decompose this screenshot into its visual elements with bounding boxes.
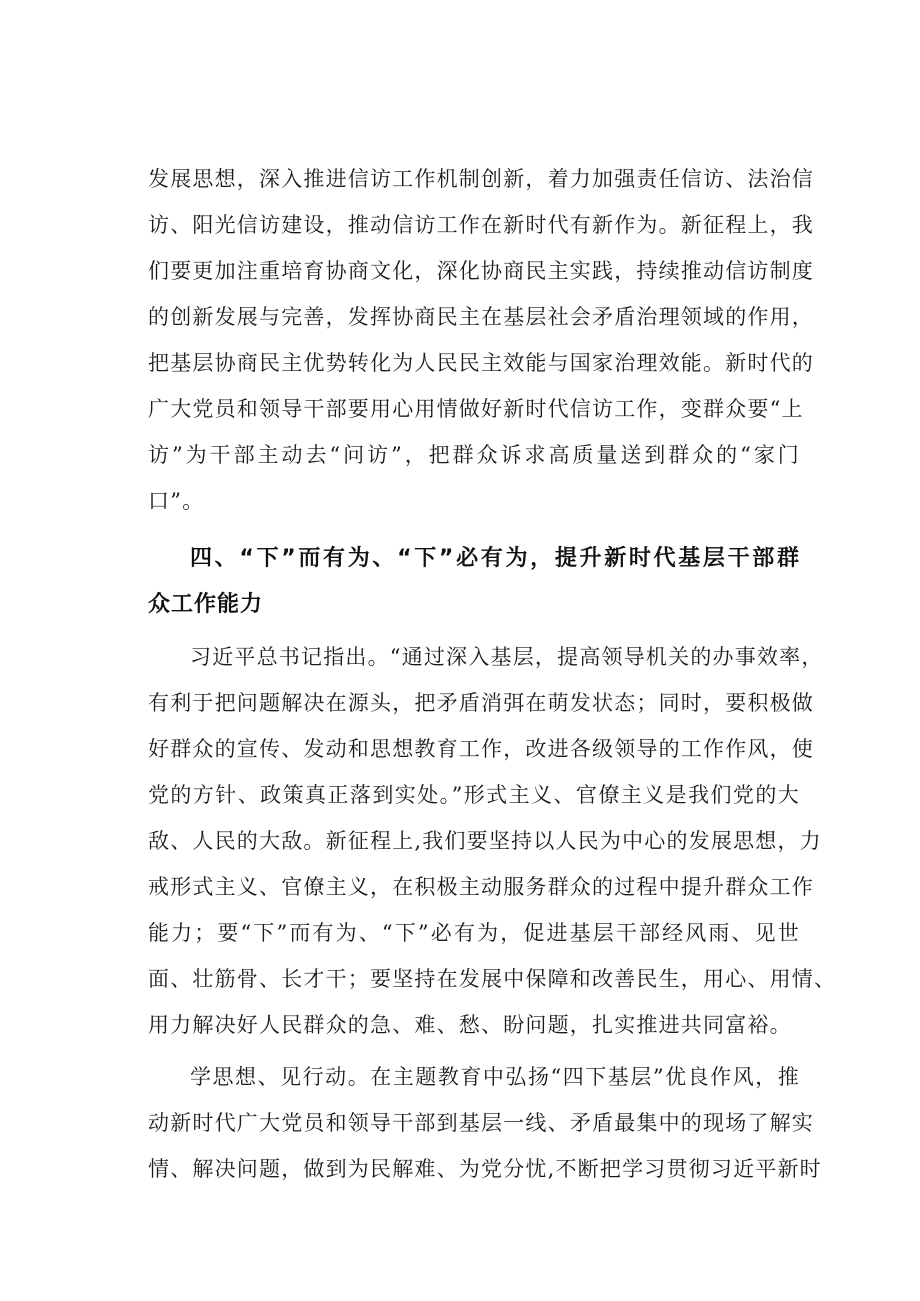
text-line: 访、阳光信访建设，推动信访工作在新时代有新作为。新征程上，我 <box>148 213 814 237</box>
text-line: 用力解决好人民群众的急、难、愁、盼问题，扎实推进共同富裕。 <box>148 1013 792 1037</box>
text-line: 把基层协商民主优势转化为人民民主效能与国家治理效能。新时代的 <box>148 351 814 375</box>
text-line: 广大党员和领导干部要用心用情做好新时代信访工作，变群众要“上 <box>148 397 804 421</box>
text-line: 动新时代广大党员和领导干部到基层一线、矛盾最集中的现场了解实 <box>148 1111 814 1135</box>
section-heading <box>148 536 800 628</box>
text-line: 情、解决问题，做到为民解难、为党分忧,不断把学习贯彻习近平新时 <box>148 1157 822 1181</box>
spacer <box>148 524 800 536</box>
text-line: 能力；要“下”而有为、“下”必有为，促进基层干部经风雨、见世 <box>148 921 800 945</box>
text-line: 党的方针、政策真正落到实处。”形式主义、官僚主义是我们党的大 <box>148 783 800 807</box>
paragraph-3 <box>148 1054 822 1192</box>
text-line: 敌、人民的大敌。新征程上,我们要坚持以人民为中心的发展思想，力 <box>148 829 822 853</box>
text-line: 面、壮筋骨、长才干；要坚持在发展中保障和改善民生，用心、用情、 <box>148 967 837 991</box>
text-line: 访”为干部主动去“问访”，把群众诉求高质量送到群众的“家门 <box>148 443 800 467</box>
text-line: 戒形式主义、官僚主义，在积极主动服务群众的过程中提升群众工作 <box>148 875 814 899</box>
paragraph-2 <box>148 634 837 1048</box>
text-line: 学思想、见行动。在主题教育中弘扬“四下基层”优良作风，推 <box>190 1065 800 1089</box>
paragraph-1 <box>148 156 814 524</box>
text-line: 口”。 <box>148 489 205 513</box>
text-line: 好群众的宣传、发动和思想教育工作，改进各级领导的工作作风，使 <box>148 737 814 761</box>
heading-line: 四、“下”而有为、“下”必有为，提升新时代基层干部群 <box>190 546 800 571</box>
text-line: 发展思想，深入推进信访工作机制创新，着力加强责任信访、法治信 <box>148 167 814 191</box>
text-line: 有利于把问题解决在源头，把矛盾消弭在萌发状态；同时，要积极做 <box>148 691 814 715</box>
text-line: 们要更加注重培育协商文化，深化协商民主实践，持续推动信访制度 <box>148 259 814 283</box>
heading-line: 众工作能力 <box>148 592 264 617</box>
text-line: 的创新发展与完善，发挥协商民主在基层社会矛盾治理领域的作用， <box>148 305 814 329</box>
document-body <box>148 156 837 1192</box>
text-line: 习近平总书记指出。“通过深入基层，提高领导机关的办事效率， <box>190 645 824 669</box>
